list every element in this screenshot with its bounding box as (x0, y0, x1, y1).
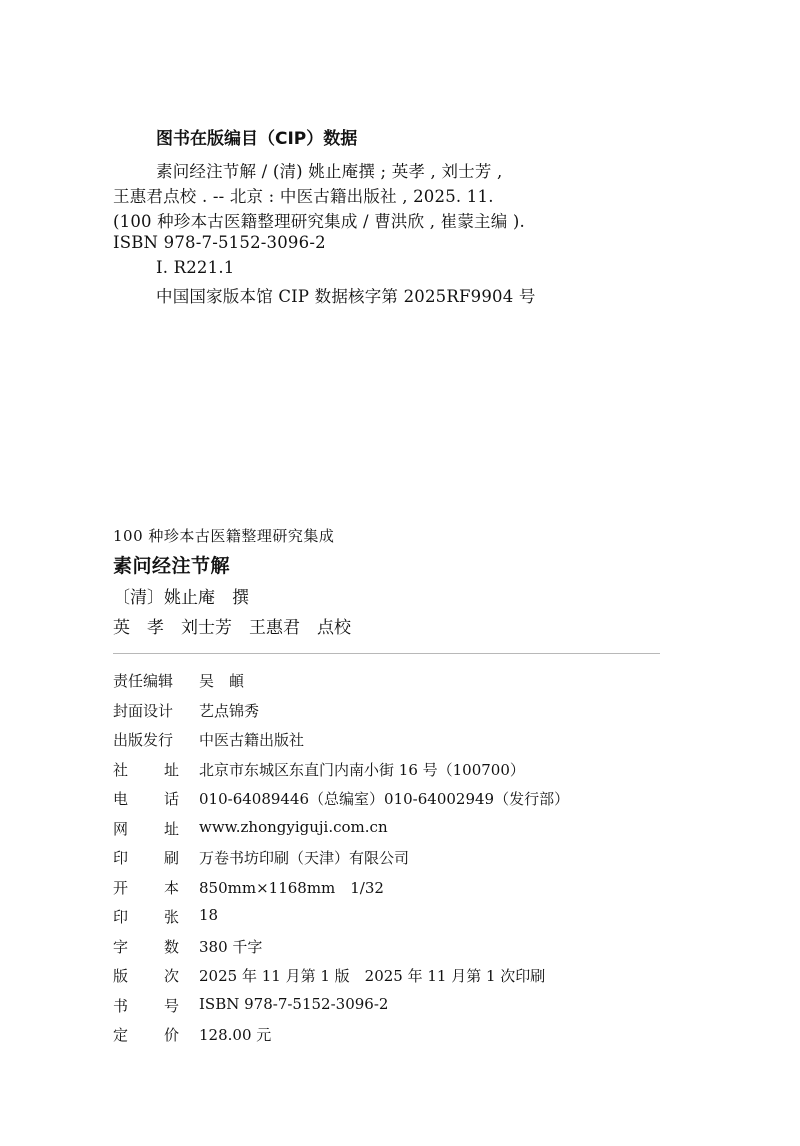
publication-label-text: 刷 (163, 849, 179, 867)
publication-label-text: 字 (113, 937, 129, 956)
publication-label (113, 670, 185, 691)
publication-label (113, 847, 179, 868)
publication-label-text: 价 (163, 1026, 179, 1044)
publication-label-text: 定 (113, 1026, 129, 1044)
publication-label-text: 版 (113, 967, 129, 985)
publication-row (113, 995, 673, 1017)
publication-value: 18 (199, 906, 219, 924)
publication-row (113, 759, 673, 781)
publication-value: 中医古籍出版社 (199, 731, 305, 749)
publication-label-text: 责任编辑 (113, 672, 174, 690)
publication-value: 吴 頔 (199, 672, 245, 690)
cip-line-record-number: 中国国家版本馆 CIP 数据核字第 2025RF9904 号 (156, 287, 536, 306)
publication-label (113, 995, 179, 1016)
publication-label-text: 本 (163, 878, 179, 897)
author-line: 〔清〕姚止庵 撰 (113, 588, 249, 608)
publication-value: 380 千字 (199, 937, 263, 956)
publication-label-text: 张 (163, 908, 179, 926)
series-name: 100 种珍本古医籍整理研究集成 (113, 527, 335, 545)
publication-row (113, 788, 673, 810)
publication-value: www.zhongyiguji.com.cn (199, 817, 388, 836)
cip-line-publisher: 王惠君点校 . -- 北京 : 中医古籍出版社 , 2025. 11. (113, 187, 494, 206)
publication-label (113, 877, 179, 898)
publication-label-text: 出版发行 (113, 731, 174, 749)
publication-row (113, 936, 673, 958)
publication-label (113, 788, 179, 809)
editor-line: 英 孝 刘士芳 王惠君 点校 (113, 618, 351, 638)
publication-row (113, 1024, 673, 1046)
publication-value: 2025 年 11 月第 1 版 2025 年 11 月第 1 次印刷 (199, 967, 546, 985)
cip-title: 图书在版编目（CIP）数据 (156, 129, 358, 149)
publication-row (113, 700, 673, 722)
publication-row (113, 670, 673, 692)
book-title: 素问经注节解 (113, 555, 231, 577)
publication-row (113, 729, 673, 751)
publication-label-text: 数 (163, 937, 179, 956)
publication-label-text: 社 (113, 760, 129, 779)
publication-label-text: 封面设计 (113, 701, 174, 720)
cip-line-classification: Ⅰ. R221.1 (156, 258, 235, 277)
publication-label-text: 址 (163, 819, 179, 838)
publication-value: ISBN 978-7-5152-3096-2 (199, 994, 389, 1013)
publication-label (113, 936, 179, 957)
publication-label (113, 1024, 179, 1045)
publication-label-text: 网 (113, 819, 129, 838)
publication-row (113, 906, 673, 928)
publication-label (113, 818, 179, 839)
publication-label-text: 印 (113, 908, 129, 926)
publication-label (113, 700, 185, 721)
publication-label-text: 开 (113, 878, 129, 897)
publication-label-text: 电 (113, 790, 129, 808)
publication-value: 850mm×1168mm 1/32 (199, 878, 384, 897)
publication-value: 010-64089446（总编室）010-64002949（发行部） (199, 790, 570, 808)
publication-row (113, 847, 673, 869)
publication-label-text: 印 (113, 849, 129, 867)
publication-label (113, 759, 179, 780)
publication-label-text: 书 (113, 996, 129, 1015)
publication-label-text: 址 (163, 760, 179, 779)
publication-label (113, 965, 179, 986)
publication-value: 北京市东城区东直门内南小街 16 号（100700） (199, 760, 525, 779)
cip-line-isbn: ISBN 978-7-5152-3096-2 (113, 233, 326, 252)
cip-line-series: (100 种珍本古医籍整理研究集成 / 曹洪欣 , 崔蒙主编 ). (113, 212, 525, 231)
publication-label-text: 次 (163, 967, 179, 985)
publication-label (113, 729, 185, 750)
publication-row (113, 965, 673, 987)
publication-value: 128.00 元 (199, 1026, 272, 1044)
publication-row (113, 818, 673, 840)
publication-label-text: 话 (163, 790, 179, 808)
publication-value: 艺点锦秀 (199, 701, 260, 720)
publication-row (113, 877, 673, 899)
publication-label (113, 906, 179, 927)
publication-label-text: 号 (163, 996, 179, 1015)
cip-line-title-authors: 素问经注节解 / (清) 姚止庵撰 ; 英孝 , 刘士芳 , (156, 162, 503, 181)
publication-value: 万卷书坊印刷（天津）有限公司 (199, 849, 410, 867)
divider-rule (113, 653, 660, 654)
